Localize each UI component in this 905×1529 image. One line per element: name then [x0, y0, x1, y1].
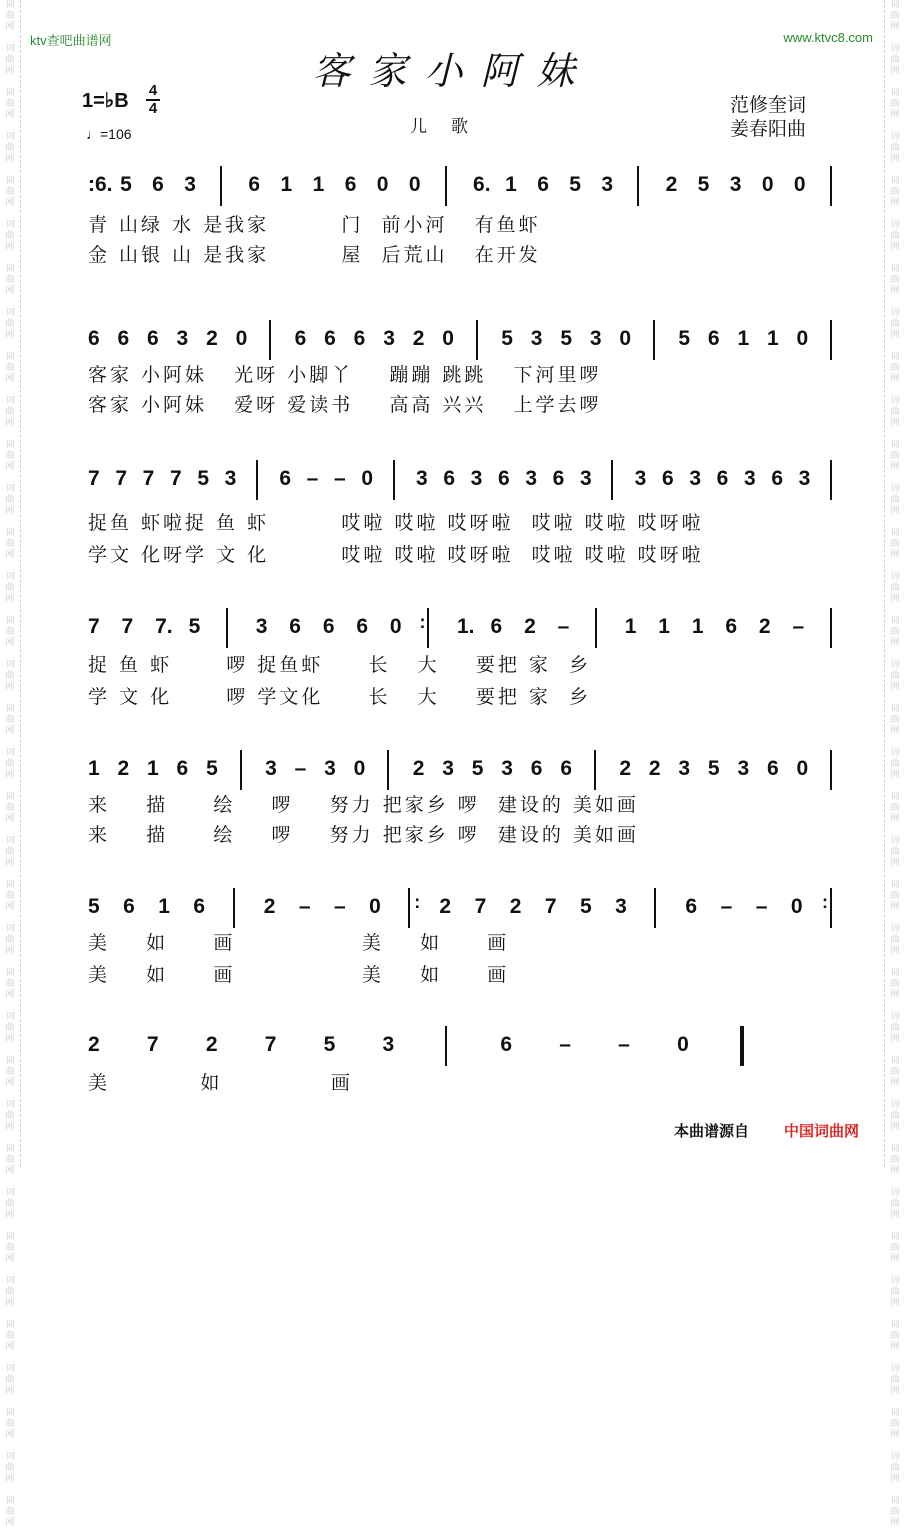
bar-line [226, 608, 228, 648]
score-note: 0 [796, 757, 809, 780]
score-note: 5 [501, 327, 513, 350]
score-note: 1 [691, 615, 704, 638]
score-note: 6 [322, 615, 335, 638]
score-note: 3 [530, 327, 543, 350]
lyric-line: 美 如 画 美 如 画 [88, 932, 510, 954]
genre-label: 儿歌 [410, 117, 492, 137]
score-note: 1 [624, 615, 637, 638]
score-note: 6 [248, 173, 261, 196]
lyric-line: 客家 小阿妹 光呀 小脚丫 蹦蹦 跳跳 下河里啰 [88, 364, 602, 386]
score-note: 6 [324, 327, 336, 350]
site-left-label: ktv查吧曲谱网 [30, 33, 112, 48]
score-note: 0 [619, 327, 632, 350]
score-note: 6 [685, 895, 698, 918]
score-note: – [306, 467, 319, 490]
score-note: 3 [678, 757, 691, 780]
score-note: 7 [88, 467, 100, 490]
score-note: 2 [524, 615, 536, 638]
score-note: 3 [615, 895, 627, 918]
score-note: 1 [158, 895, 170, 918]
bar-line [408, 888, 410, 928]
score-note: 5 [560, 327, 572, 350]
lyric-line: 来 描 绘 啰 努力 把家乡 啰 建设的 美如画 [88, 824, 639, 846]
score-note: 6 [552, 467, 565, 490]
bar-line [240, 750, 242, 790]
score-note: – [618, 1033, 630, 1056]
score-note: 6 [530, 757, 543, 780]
score-note: 5 [471, 757, 484, 780]
score-note: 3 [265, 757, 277, 780]
score-note: 0 [793, 173, 806, 196]
score-note: 6 [356, 615, 369, 638]
score-note: 6 [193, 895, 206, 918]
score-note: 2 [758, 615, 771, 638]
score-note: 3 [176, 327, 189, 350]
score-note: – [720, 895, 733, 918]
score-note: 6 [289, 615, 301, 638]
time-signature [146, 84, 160, 116]
score-note: – [294, 757, 307, 780]
score-note: 5 [120, 173, 132, 196]
score-note: 6 [560, 757, 572, 780]
right-margin-watermark: 词 曲 网 词 曲 网 词 曲 网 词 曲 网 词 曲 网 词 曲 网 词 曲 网 词 曲 网 词 曲 网 词 曲 网 词 曲 网 词 曲 网 词 曲 网 词 曲 网 词 曲 网 词 曲 网 词 曲 网 词 曲 网 词 曲 网 词 曲 网 词 曲 网 词 曲 网 词 曲 网 词 曲 网 词 曲 网 词 曲 网 词 曲 网 词 曲 网 词 曲 网 词 曲 网 词 曲 网 词 曲 网 词 曲 网 词 曲 网 词 曲 网 [890, 0, 900, 1528]
bar-line [256, 460, 258, 500]
score-note: 7 [115, 467, 128, 490]
key-signature: 1=♭B [82, 90, 129, 112]
score-note: 6 [498, 467, 510, 490]
score-note: 5 [569, 173, 581, 196]
score-note: – [755, 895, 768, 918]
source-label: 本曲谱源自 [674, 1122, 750, 1140]
score-note: 3 [601, 173, 614, 196]
bar-line [269, 320, 271, 360]
score-note: 5 [188, 615, 201, 638]
score-note: 6 [662, 467, 674, 490]
site-right-url: www.ktvc8.com [783, 30, 873, 45]
score-note: 6. [473, 173, 491, 196]
score-note: 5 [678, 327, 691, 350]
score-note: 2 [117, 757, 130, 780]
score-note: 2 [665, 173, 678, 196]
score-note: 7. [155, 615, 173, 638]
score-note: 0 [389, 615, 402, 638]
score-note: 5 [580, 895, 592, 918]
bar-line [427, 608, 429, 648]
score-note: 1 [280, 173, 293, 196]
bar-line [393, 460, 395, 500]
score-note: 5 [707, 757, 720, 780]
score-note: 5 [697, 173, 710, 196]
score-note: 1 [737, 327, 750, 350]
score-note: 1 [658, 615, 670, 638]
score-note: 3 [416, 467, 428, 490]
score-note: 2 [206, 327, 218, 350]
score-note: 0 [369, 895, 381, 918]
score-note: 7 [88, 615, 100, 638]
score-note: 0 [353, 757, 366, 780]
score-note: 2 [412, 757, 425, 780]
score-note: 3 [224, 467, 237, 490]
score-note: 6 [716, 467, 729, 490]
bar-line [653, 320, 655, 360]
score-note: 0 [796, 327, 809, 350]
tempo-marking: ♩=106 [86, 126, 132, 142]
score-note: 6 [490, 615, 503, 638]
bar-line [830, 750, 832, 790]
score-note: 1 [312, 173, 325, 196]
bar-line [740, 1026, 744, 1066]
score-note: 6 [117, 327, 130, 350]
score-note: 3 [580, 467, 592, 490]
score-note: – [557, 615, 570, 638]
lyric-line: 青 山绿 水 是我家 门 前小河 有鱼虾 [88, 214, 541, 236]
score-note: 6 [443, 467, 456, 490]
bar-line [595, 608, 597, 648]
score-note: 3 [744, 467, 756, 490]
score-note: 6 [147, 327, 159, 350]
score-note: 2 [205, 1033, 218, 1056]
score-note: – [559, 1033, 571, 1056]
bar-line [387, 750, 389, 790]
score-note: 0 [790, 895, 803, 918]
score-note: 3 [470, 467, 483, 490]
repeat-sign: : [419, 612, 426, 632]
score-note: 2 [263, 895, 276, 918]
source-site-link[interactable]: 中国词曲网 [784, 1122, 860, 1140]
time-signature-bottom: 4 [148, 100, 158, 117]
score-note: 7 [544, 895, 557, 918]
score-note: 6 [344, 173, 357, 196]
page-title: 客家小阿妹 [312, 49, 593, 93]
score-note: 1 [766, 327, 779, 350]
bar-line [445, 1026, 447, 1066]
score-note: 7 [142, 467, 155, 490]
lyric-line: 学 文 化 啰 学文化 长 大 要把 家 乡 [88, 686, 591, 708]
score-note: 2 [412, 327, 425, 350]
score-note: 7 [474, 895, 487, 918]
score-note: :6. [88, 173, 113, 196]
score-note: 6 [771, 467, 784, 490]
score-note: 0 [376, 173, 389, 196]
lyric-line: 金 山银 山 是我家 屋 后荒山 在开发 [88, 244, 541, 266]
lyric-line: 捉鱼 虾啦捉 鱼 虾 哎啦 哎啦 哎呀啦 哎啦 哎啦 哎呀啦 [88, 512, 704, 534]
score-note: 3 [729, 173, 742, 196]
score-note: 5 [206, 757, 218, 780]
bar-line [637, 166, 639, 206]
score-note: 2 [619, 757, 632, 780]
score-note: 1 [147, 757, 159, 780]
repeat-sign: : [822, 892, 828, 912]
left-margin-watermark: 词 曲 网 词 曲 网 词 曲 网 词 曲 网 词 曲 网 词 曲 网 词 曲 网 词 曲 网 词 曲 网 词 曲 网 词 曲 网 词 曲 网 词 曲 网 词 曲 网 词 曲 网 词 曲 网 词 曲 网 词 曲 网 词 曲 网 词 曲 网 词 曲 网 词 曲 网 词 曲 网 词 曲 网 词 曲 网 词 曲 网 词 曲 网 词 曲 网 词 曲 网 词 曲 网 词 曲 网 词 曲 网 词 曲 网 词 曲 网 词 曲 网 [5, 0, 15, 1528]
score-note: 0 [677, 1033, 689, 1056]
lyric-line: 美 如 画 美 如 画 [88, 964, 510, 986]
score-note: 0 [761, 173, 774, 196]
right-margin-divider [884, 0, 885, 1167]
lyricist-credit: 范修奎词 [730, 94, 807, 116]
score-note: 6 [353, 327, 366, 350]
score-note: 6 [88, 327, 100, 350]
score-note: 6 [152, 173, 164, 196]
score-note: 3 [442, 757, 454, 780]
score-note: 0 [442, 327, 454, 350]
bar-line [233, 888, 235, 928]
score-note: 2 [648, 757, 661, 780]
score-note: 3 [501, 757, 513, 780]
score-note: 1 [505, 173, 517, 196]
score-note: 5 [323, 1033, 336, 1056]
score-note: 3 [689, 467, 702, 490]
score-note: 0 [361, 467, 374, 490]
lyric-line: 来 描 绘 啰 努力 把家乡 啰 建设的 美如画 [88, 794, 639, 816]
score-note: 2 [88, 1033, 100, 1056]
score-note: 3 [634, 467, 647, 490]
lyric-line: 美 如 画 [88, 1072, 353, 1094]
score-note: 6 [725, 615, 738, 638]
lyric-line: 客家 小阿妹 爱呀 爱读书 高高 兴兴 上学去啰 [88, 394, 602, 416]
score-note: 7 [264, 1033, 277, 1056]
score-note: 3 [184, 173, 196, 196]
score-note: 3 [324, 757, 336, 780]
lyric-line: 学文 化呀学 文 化 哎啦 哎啦 哎呀啦 哎啦 哎啦 哎呀啦 [88, 544, 704, 566]
composer-credit: 姜春阳曲 [730, 118, 807, 140]
score-note: 3 [383, 327, 395, 350]
score-note: 3 [589, 327, 602, 350]
bar-line [445, 166, 447, 206]
score-note: 0 [235, 327, 248, 350]
bar-line [476, 320, 478, 360]
score-note: 6 [294, 327, 307, 350]
score-note: – [334, 895, 346, 918]
score-note: 3 [255, 615, 268, 638]
score-note: 1. [457, 615, 475, 638]
bar-line [594, 750, 596, 790]
score-note: 6 [766, 757, 779, 780]
score-note: 6 [500, 1033, 513, 1056]
bar-line [830, 320, 832, 360]
score-note: 3 [382, 1033, 395, 1056]
bar-line [830, 460, 832, 500]
score-note: 6 [707, 327, 720, 350]
bar-line [830, 888, 832, 928]
score-note: 2 [439, 895, 452, 918]
score-note: 3 [798, 467, 811, 490]
score-note: 5 [88, 895, 100, 918]
time-signature-top: 4 [148, 82, 158, 99]
bar-line [654, 888, 656, 928]
score-note: 7 [146, 1033, 159, 1056]
score-note: 5 [197, 467, 210, 490]
score-note: 2 [509, 895, 522, 918]
lyric-line: 捉 鱼 虾 啰 捉鱼虾 长 大 要把 家 乡 [88, 654, 591, 676]
score-note: – [298, 895, 311, 918]
bar-line [830, 166, 832, 206]
left-margin-divider [20, 0, 21, 1167]
score-note: 6 [176, 757, 189, 780]
bar-line [830, 608, 832, 648]
score-note: 6 [123, 895, 135, 918]
score-note: – [334, 467, 346, 490]
score-note: 1 [88, 757, 100, 780]
score-note: 7 [121, 615, 134, 638]
score-note: 7 [170, 467, 182, 490]
repeat-sign: : [414, 892, 421, 912]
score-note: 6 [537, 173, 549, 196]
score-note: 6 [279, 467, 292, 490]
score-note: 3 [525, 467, 538, 490]
bar-line [611, 460, 613, 500]
score-note: 0 [408, 173, 421, 196]
score-note: 3 [737, 757, 750, 780]
score-note: – [792, 615, 805, 638]
bar-line [220, 166, 222, 206]
